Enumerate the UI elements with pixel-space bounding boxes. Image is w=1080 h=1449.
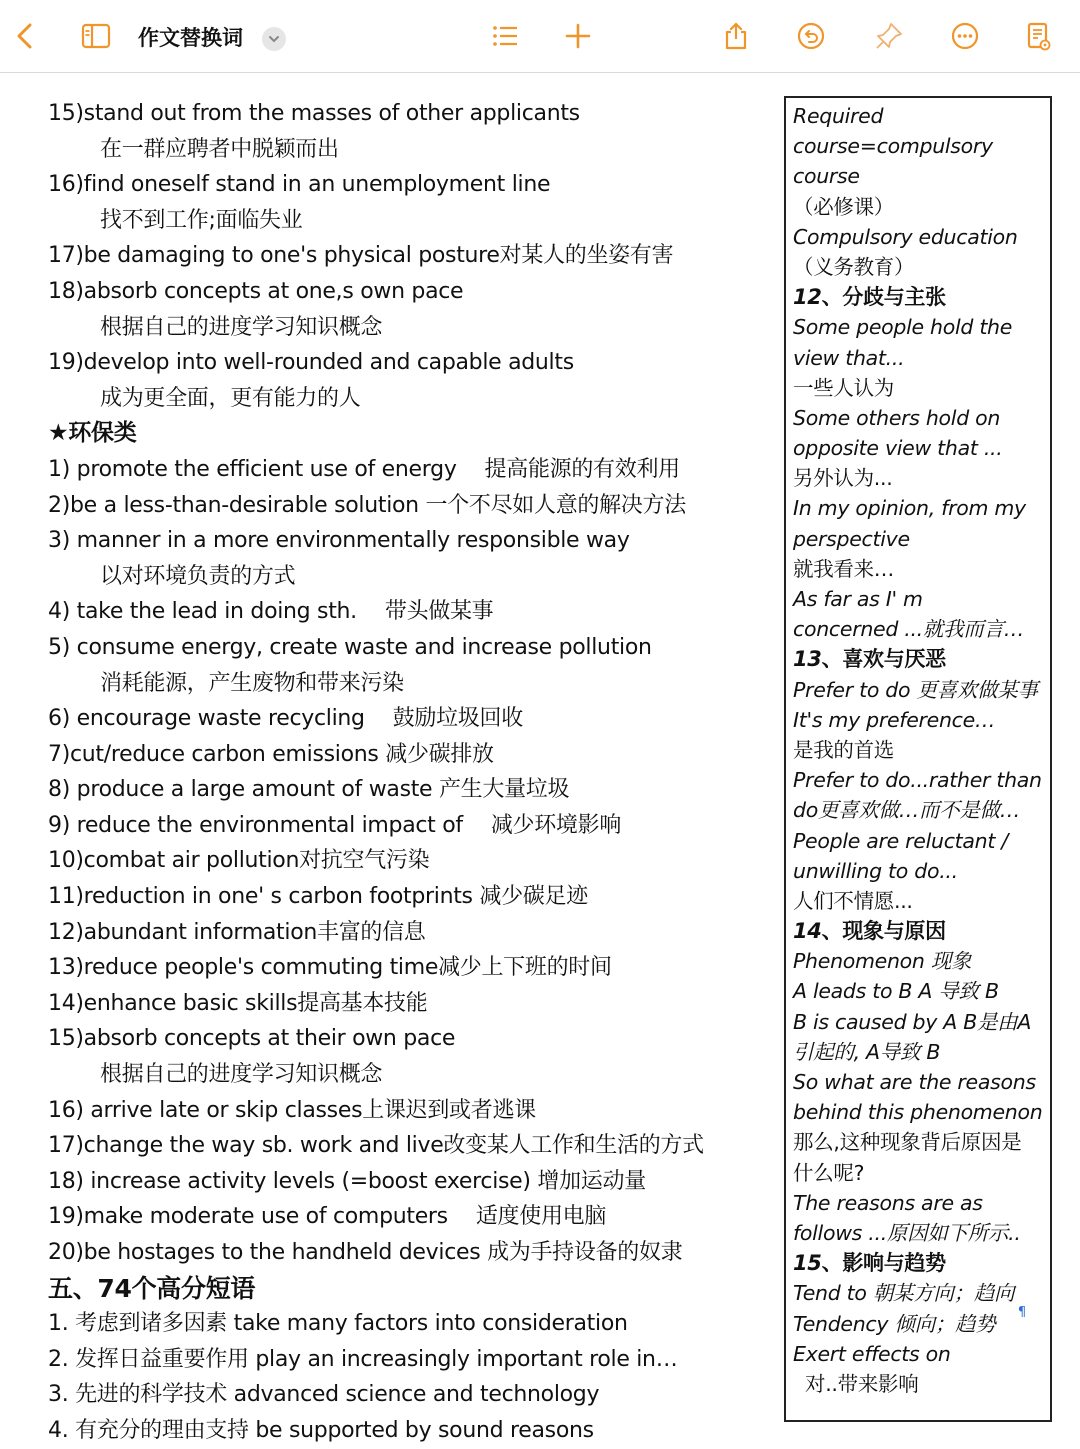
text-line: 11)reduction in one' s carbon footprints 减少碳足迹: [48, 884, 588, 910]
text-line: 3) manner in a more environmentally responsible way: [48, 528, 630, 554]
text-line: 14)enhance basic skills提高基本技能: [48, 990, 428, 1016]
side-line: opposite view that ...: [793, 436, 1003, 461]
text-line: 19)make moderate use of computers 适度使用电脑: [48, 1204, 607, 1230]
side-heading: 15、影响与趋势: [793, 1251, 946, 1276]
side-line: course=compulsory: [793, 134, 993, 159]
side-line: do更喜欢做…而不是做…: [793, 798, 1020, 823]
side-line: 什么呢?: [793, 1160, 865, 1185]
side-line: 是我的首选: [793, 737, 894, 762]
text-line: 以对环境负责的方式: [100, 563, 296, 589]
side-line: The reasons are as: [793, 1190, 983, 1215]
side-line: A leads to B A 导致 B: [793, 979, 999, 1004]
text-line: 2. 发挥日益重要作用 play an increasingly important role in…: [48, 1346, 678, 1372]
side-line: 引起的, A导致 B: [793, 1039, 941, 1064]
side-line: So what are the reasons: [793, 1070, 1036, 1094]
text-line: 15)absorb concepts at their own pace: [48, 1026, 456, 1052]
side-line: behind this phenomenon: [793, 1100, 1043, 1125]
sidebar-icon[interactable]: [78, 18, 114, 54]
text-line: ★环保类: [48, 420, 137, 447]
text-line: 4. 有充分的理由支持 be supported by sound reasons: [48, 1417, 594, 1443]
side-line: Prefer to do...rather than: [793, 768, 1042, 793]
back-icon[interactable]: [8, 18, 44, 54]
text-line: 5) consume energy, create waste and increase pollution: [48, 634, 652, 660]
side-line: Some people hold the: [793, 315, 1013, 340]
text-line: 16) arrive late or skip classes上课迟到或者逃课: [48, 1097, 536, 1123]
side-line: 人们不情愿...: [793, 888, 913, 913]
side-line: Tend to 朝某方向；趋向: [793, 1281, 1015, 1306]
main-text-column: [48, 96, 778, 1449]
side-heading: 12、分歧与主张: [793, 285, 946, 310]
text-line: 18)absorb concepts at one,s own pace: [48, 278, 464, 304]
text-line: 6) encourage waste recycling 鼓励垃圾回收: [48, 706, 523, 732]
text-line: 13)reduce people's commuting time减少上下班的时间: [48, 955, 612, 981]
more-icon[interactable]: [947, 18, 983, 54]
side-heading: 14、现象与原因: [793, 919, 946, 944]
side-line: Compulsory education: [793, 224, 1018, 249]
side-line: unwilling to do...: [793, 858, 958, 883]
text-line: 17)be damaging to one's physical posture对某人的坐姿有害: [48, 243, 674, 269]
text-line: 10)combat air pollution对抗空气污染: [48, 848, 430, 874]
text-line: 20)be hostages to the handheld devices 成为手持设备的奴隶: [48, 1240, 683, 1265]
chevron-down-icon[interactable]: [262, 27, 286, 51]
side-line: view that...: [793, 345, 905, 370]
text-line: 3. 先进的科学技术 advanced science and technology: [48, 1382, 600, 1408]
side-line: 一些人认为: [793, 375, 894, 400]
text-line: 12)abundant information丰富的信息: [48, 919, 426, 945]
text-line: 4) take the lead in doing sth. 带头做某事: [48, 599, 494, 625]
side-line: （必修课）: [793, 194, 894, 219]
text-cursor-icon: ¶: [1017, 1305, 1027, 1320]
undo-icon[interactable]: [793, 18, 829, 54]
side-line: As far as I' m: [793, 587, 923, 611]
side-line: B is caused by A B是由A: [793, 1009, 1032, 1034]
side-line: Required: [793, 104, 884, 128]
text-line: 1) promote the efficient use of energy 提高能源的有效利用: [48, 456, 680, 482]
side-line: Some others hold on: [793, 405, 1001, 430]
side-line: course: [793, 164, 860, 189]
side-line: Exert effects on: [793, 1341, 951, 1366]
text-line: 根据自己的进度学习知识概念: [100, 314, 383, 340]
text-line: 15)stand out from the masses of other applicants: [48, 101, 580, 126]
text-line: 消耗能源，产生废物和带来污染: [100, 670, 404, 696]
side-line: Phenomenon 现象: [793, 949, 972, 974]
side-line: follows ...原因如下所示..: [793, 1220, 1021, 1245]
plus-icon[interactable]: [560, 18, 596, 54]
side-line: 就我看来…: [793, 556, 894, 581]
side-line: concerned ...就我而言…: [793, 617, 1024, 642]
text-line: 18) increase activity levels (=boost exercise) 增加运动量: [48, 1168, 646, 1194]
toolbar: [0, 0, 1080, 73]
text-line: 9) reduce the environmental impact of 减少环境影响: [48, 812, 622, 838]
text-line: 根据自己的进度学习知识概念: [100, 1062, 383, 1088]
side-line: perspective: [793, 526, 910, 551]
text-line: 8) produce a large amount of waste 产生大量垃圾: [48, 777, 570, 803]
text-line: 1. 考虑到诸多因素 take many factors into consideration: [48, 1311, 628, 1337]
document-icon[interactable]: [1020, 18, 1056, 54]
side-line: 对..带来影响: [805, 1371, 919, 1396]
text-line: 在一群应聘者中脱颖而出: [100, 136, 339, 162]
text-line: 7)cut/reduce carbon emissions 减少碳排放: [48, 741, 494, 767]
side-line: 另外认为...: [793, 466, 893, 491]
text-line: 2)be a less-than-desirable solution 一个不尽如人意的解决方法: [48, 492, 686, 518]
text-line: 17)change the way sb. work and live改变某人工作和生活的方式: [48, 1133, 704, 1159]
side-line: People are reluctant /: [793, 828, 1008, 853]
list-icon[interactable]: [487, 18, 523, 54]
side-text-box: [784, 96, 1052, 1422]
side-line: It's my preference…: [793, 707, 996, 732]
side-line: Tendency 倾向；趋势: [793, 1311, 996, 1336]
side-line: In my opinion, from my: [793, 496, 1026, 521]
side-line: Prefer to do 更喜欢做某事: [793, 677, 1038, 702]
text-line: 五、74个高分短语: [48, 1273, 256, 1303]
side-line: 那么,这种现象背后原因是: [793, 1130, 1022, 1155]
text-line: 成为更全面，更有能力的人: [100, 385, 361, 411]
document-title[interactable]: 作文替换词: [138, 26, 243, 50]
side-line: （义务教育）: [793, 254, 915, 279]
pin-icon[interactable]: [871, 18, 907, 54]
text-line: 找不到工作;面临失业: [100, 207, 303, 233]
share-icon[interactable]: [718, 18, 754, 54]
side-heading: 13、喜欢与厌恶: [793, 647, 946, 672]
text-line: 16)find oneself stand in an unemployment line: [48, 172, 551, 198]
text-line: 19)develop into well-rounded and capable adults: [48, 350, 574, 376]
